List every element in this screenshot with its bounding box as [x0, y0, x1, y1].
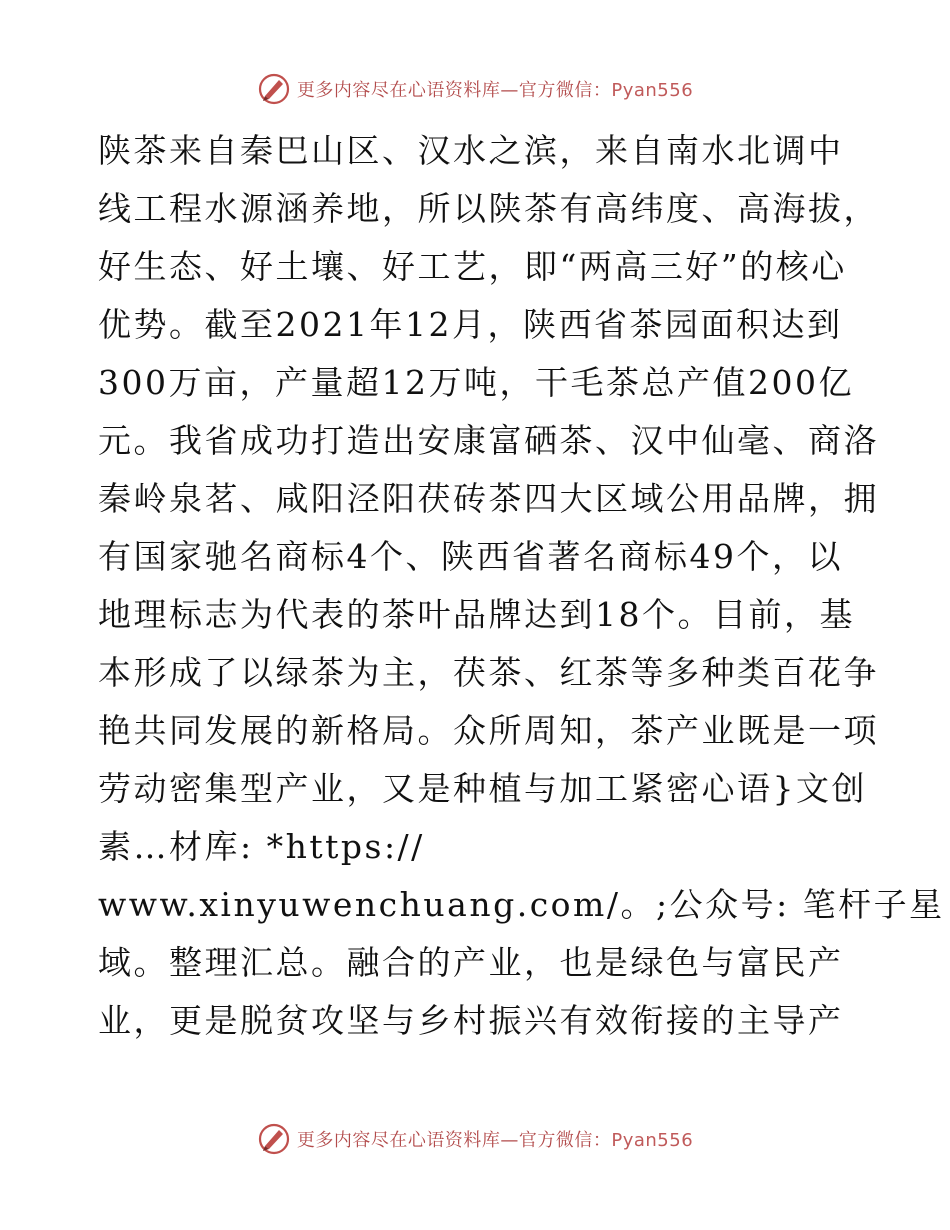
body-line: 元。我省成功打造出安康富硒茶、汉中仙毫、商洛 — [98, 421, 879, 460]
body-line: 陕茶来自秦巴山区、汉水之滨，来自南水北调中 — [98, 131, 844, 170]
header-wechat-id: Pyan556 — [611, 80, 694, 101]
body-line: 业，更是脱贫攻坚与乡村振兴有效衔接的主导产 — [98, 1001, 844, 1040]
document-body — [98, 122, 945, 1050]
body-line: 有国家驰名商标4个、陕西省著名商标49个，以 — [98, 537, 843, 576]
footer-banner — [0, 1122, 950, 1156]
body-line: 好生态、好土壤、好工艺，即“两高三好”的核心 — [98, 247, 847, 286]
body-line: www.xinyuwenchuang.com/。;公众号: 笔杆子星 — [98, 885, 945, 924]
footer-banner-label: 更多内容尽在心语资料库—官方微信： — [296, 1130, 612, 1151]
footer-wechat-id: Pyan556 — [611, 1130, 694, 1151]
body-line: 劳动密集型产业，又是种植与加工紧密心语}文创 — [98, 769, 867, 808]
body-line: 地理标志为代表的茶叶品牌达到18个。目前，基 — [98, 595, 855, 634]
body-line: 本形成了以绿茶为主，茯茶、红茶等多种类百花争 — [98, 653, 879, 692]
header-banner — [0, 72, 950, 106]
body-line: 域。整理汇总。融合的产业，也是绿色与富民产 — [98, 943, 844, 982]
body-line: 艳共同发展的新格局。众所周知，茶产业既是一项 — [98, 711, 879, 750]
body-line: 优势。截至2021年12月，陕西省茶园面积达到 — [98, 305, 843, 344]
body-line: 线工程水源涵养地，所以陕茶有高纬度、高海拔， — [98, 189, 879, 228]
pen-logo-icon — [257, 1122, 291, 1156]
body-line: 素…材库: *https:// — [98, 827, 425, 866]
header-banner-text — [297, 76, 693, 102]
footer-banner-text — [297, 1126, 693, 1152]
header-banner-label: 更多内容尽在心语资料库—官方微信： — [296, 80, 612, 101]
body-line: 秦岭泉茗、咸阳泾阳茯砖茶四大区域公用品牌，拥 — [98, 479, 879, 518]
body-line: 300万亩，产量超12万吨，干毛茶总产值200亿 — [98, 363, 854, 402]
pen-logo-icon — [257, 72, 291, 106]
